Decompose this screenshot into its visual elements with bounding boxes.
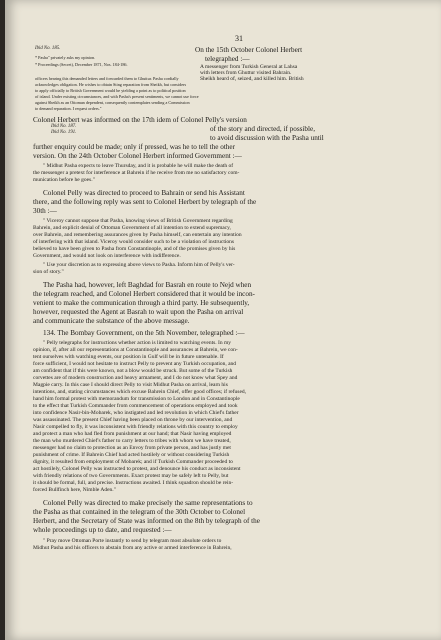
text-line: was assassinated. The present Chief having been placed on throne by our intervention, and	[33, 417, 233, 423]
footnote-line: officers hearing this demanded letters and forwarded them to Ghuttur. Pasha cordially	[35, 76, 179, 81]
text-line: the messenger a pretext for interference at Bahrein if he receive from me no satisfactory com-	[33, 170, 240, 176]
text-line: Nasir compelled to fly, it was inconsistent with friendly relations with this country to employ	[33, 424, 238, 430]
text-line: punishment of crime. If Bahrein Chief had acted hostilely or without considering Turkish	[33, 452, 230, 458]
text-line: 30th :—	[33, 207, 57, 215]
text-line: force sufficient, I would not hesitate to instruct Pelly to prevent any Turkish occupation, and	[33, 361, 237, 367]
side-note: Ibid No. 185.	[35, 46, 61, 51]
text-line: with friendly relations of two Governments. Exact protest may be safely left to Pelly, but	[33, 473, 229, 479]
text-line: it should be formal, full, and precise. Instructions awaited. I think squadron should be rein-	[33, 480, 234, 486]
footnote-line: of island. Under existing circumstances, and with Pasha's present sentiments, we cannot use force	[35, 94, 199, 99]
text-line: tent ourselves with watching events, our position in Gulf will be in future untenable. If	[33, 354, 224, 360]
text-line: " Pelly telegraphs for instructions whether action is limited to watching events. In my	[43, 340, 231, 346]
text-line: the telegram reached, and Colonel Herbert considered that it would be incon-	[33, 290, 255, 298]
text-line: opinion, if, after all our representations at Constantinople and assurances at Bahrein, we con-	[33, 347, 238, 353]
text-line: corvettes are of modern construction and heavy armament, and I do not know what Spey and	[33, 375, 238, 381]
text-line: sion of story."	[33, 269, 64, 275]
text-line: Government, and would not look on interference with indifference.	[33, 253, 181, 259]
document-page	[5, 0, 441, 640]
footnote-line: * Proceedings (Secret), December 1871, Nos. 184-186.	[35, 62, 128, 67]
text-line: of interfering with that island. Viceroy would consider such to be a violation of instructions	[33, 239, 235, 245]
text-line: The Pasha had, however, left Baghdad for Basrah en route to Nejd when	[43, 281, 252, 289]
text-line: " Viceroy cannot suppose that Pasha, knowing views of British Government regarding	[43, 218, 233, 224]
text-line: A messenger from Turkish General at Lahsa	[200, 64, 298, 70]
text-line: believed to have been given to Pasha from Constantinople, and of the promises given by his	[33, 246, 236, 252]
text-line: the man who murdered Chief's father to carry letters to tribes with whom we have treated,	[33, 438, 231, 444]
text-line: Sheikh heard of, seized, and killed him. British	[200, 76, 304, 82]
text-line: telegraphed :—	[205, 55, 250, 63]
text-line: am confident that if this were known, not a blow would be struck. But some of the Turkish	[33, 368, 233, 374]
page-number: 31	[235, 34, 243, 43]
text-line: of the story and directed, if possible,	[210, 125, 315, 133]
text-line: over Bahrein, and remembering assurances given by Pasha himself, can entertain any intention	[33, 232, 242, 238]
text-line: venient to make the communication through a third party. He subsequently,	[33, 299, 250, 307]
text-line: and communicate the substance of the above message.	[33, 317, 190, 325]
text-line: further enquiry could be made; only if pressed, was he to tell the other	[33, 143, 235, 151]
side-note: Ibid No. 187.	[51, 124, 77, 129]
text-line: munication before he goes."	[33, 177, 95, 183]
text-line: " Pray move Ottoman Porte instantly to send by telegram most absolute orders to	[43, 538, 222, 544]
text-line: messenger had no claim to protection as an Envoy from private person, and has justly met	[33, 445, 231, 451]
text-line: dignity, it resulted from employment of Mobarek; and if Turkish Commander proceeded to	[33, 459, 233, 465]
footnote-line: acknowledges obligation. He wishes to obtain Sting reparation from Sheikh, but considers	[35, 82, 187, 87]
text-line: Magpie carry. In this case I should direct Pelly to visit Midhut Pasha on arrival, learn his	[33, 382, 228, 388]
text-line: to the effect that Turkish Commander from commencement of operations employed and took	[33, 403, 238, 409]
text-line: there, and the following reply was sent to Colonel Herbert by telegraph of the	[33, 198, 257, 206]
text-line: On the 15th October Colonel Herbert	[195, 46, 303, 54]
text-line: whole proceedings up to date, and requested :—	[33, 526, 172, 534]
text-line: Midhut Pasha and his officers to abstain from any active or armed interference in Bahrein,	[33, 545, 232, 551]
text-line: with letters from Ghuttur visited Bahrain.	[200, 70, 292, 76]
footnote-line: * Pasha" privately asks my opinion.	[35, 55, 96, 60]
text-line: Colonel Pelly was directed to proceed to Bahrain or send his Assistant	[43, 189, 245, 197]
text-line: " Use your discretion as to expressing above views to Pasha. Inform him of Pelly's ver-	[43, 262, 235, 268]
text-line: intentions, and, stating circumstances which excuse Bahrein Chief, offer good offices; if refused,	[33, 389, 247, 395]
text-line: version. On the 24th October Colonel Herbert informed Government :—	[33, 152, 242, 160]
text-line: into confidence Nasir-bin-Mobarek, who instigated and led revolution in which Chief's father	[33, 410, 239, 416]
text-line: Bahrein, and explicit denial of Ottoman Government of all intention to extend supremacy,	[33, 225, 231, 231]
text-line: " Midhut Pasha expects to leave Thursday, and it is probable he will make the death of	[43, 163, 234, 169]
text-line: and protect a man who had fled from punishment at our hand; that Nasir having employed	[33, 431, 232, 437]
text-line: Herbert, and the Secretary of State was informed on the 8th by telegraph of the	[33, 517, 260, 525]
text-line: hand him formal protest with memorandum for transmission to London and in Constantinople	[33, 396, 240, 402]
text-line: forced Bullfinch here, Nimble Aden."	[33, 487, 116, 493]
footnote-line: against Sheikh as an Ottoman dependent, consequently contemplates sending a Commission	[35, 100, 190, 105]
footnote-line: to apply officially to British Government would be yielding a point as to political position	[35, 88, 186, 93]
text-line: however, requested the Agent at Basrah to wait upon the Pasha on arrival	[33, 308, 244, 316]
text-line: the Pasha as that contained in the telegram of the 30th October to Colonel	[33, 508, 246, 516]
text-line: to avoid discussion with the Pasha until	[210, 134, 324, 142]
text-line: Colonel Herbert was informed on the 17th idem of Colonel Pelly's version	[33, 116, 247, 124]
text-line: Colonel Pelly was directed to make precisely the same representations to	[43, 499, 253, 507]
footnote-line: to demand reparation. I request orders."	[35, 106, 102, 111]
side-note: Ibid No. 191.	[51, 130, 77, 135]
text-line: 134. The Bombay Government, on the 5th November, telegraphed :—	[43, 329, 245, 337]
text-line: act hostilely, Colonel Pelly was instructed to protest, and denounce his conduct as inconsistent	[33, 466, 241, 472]
